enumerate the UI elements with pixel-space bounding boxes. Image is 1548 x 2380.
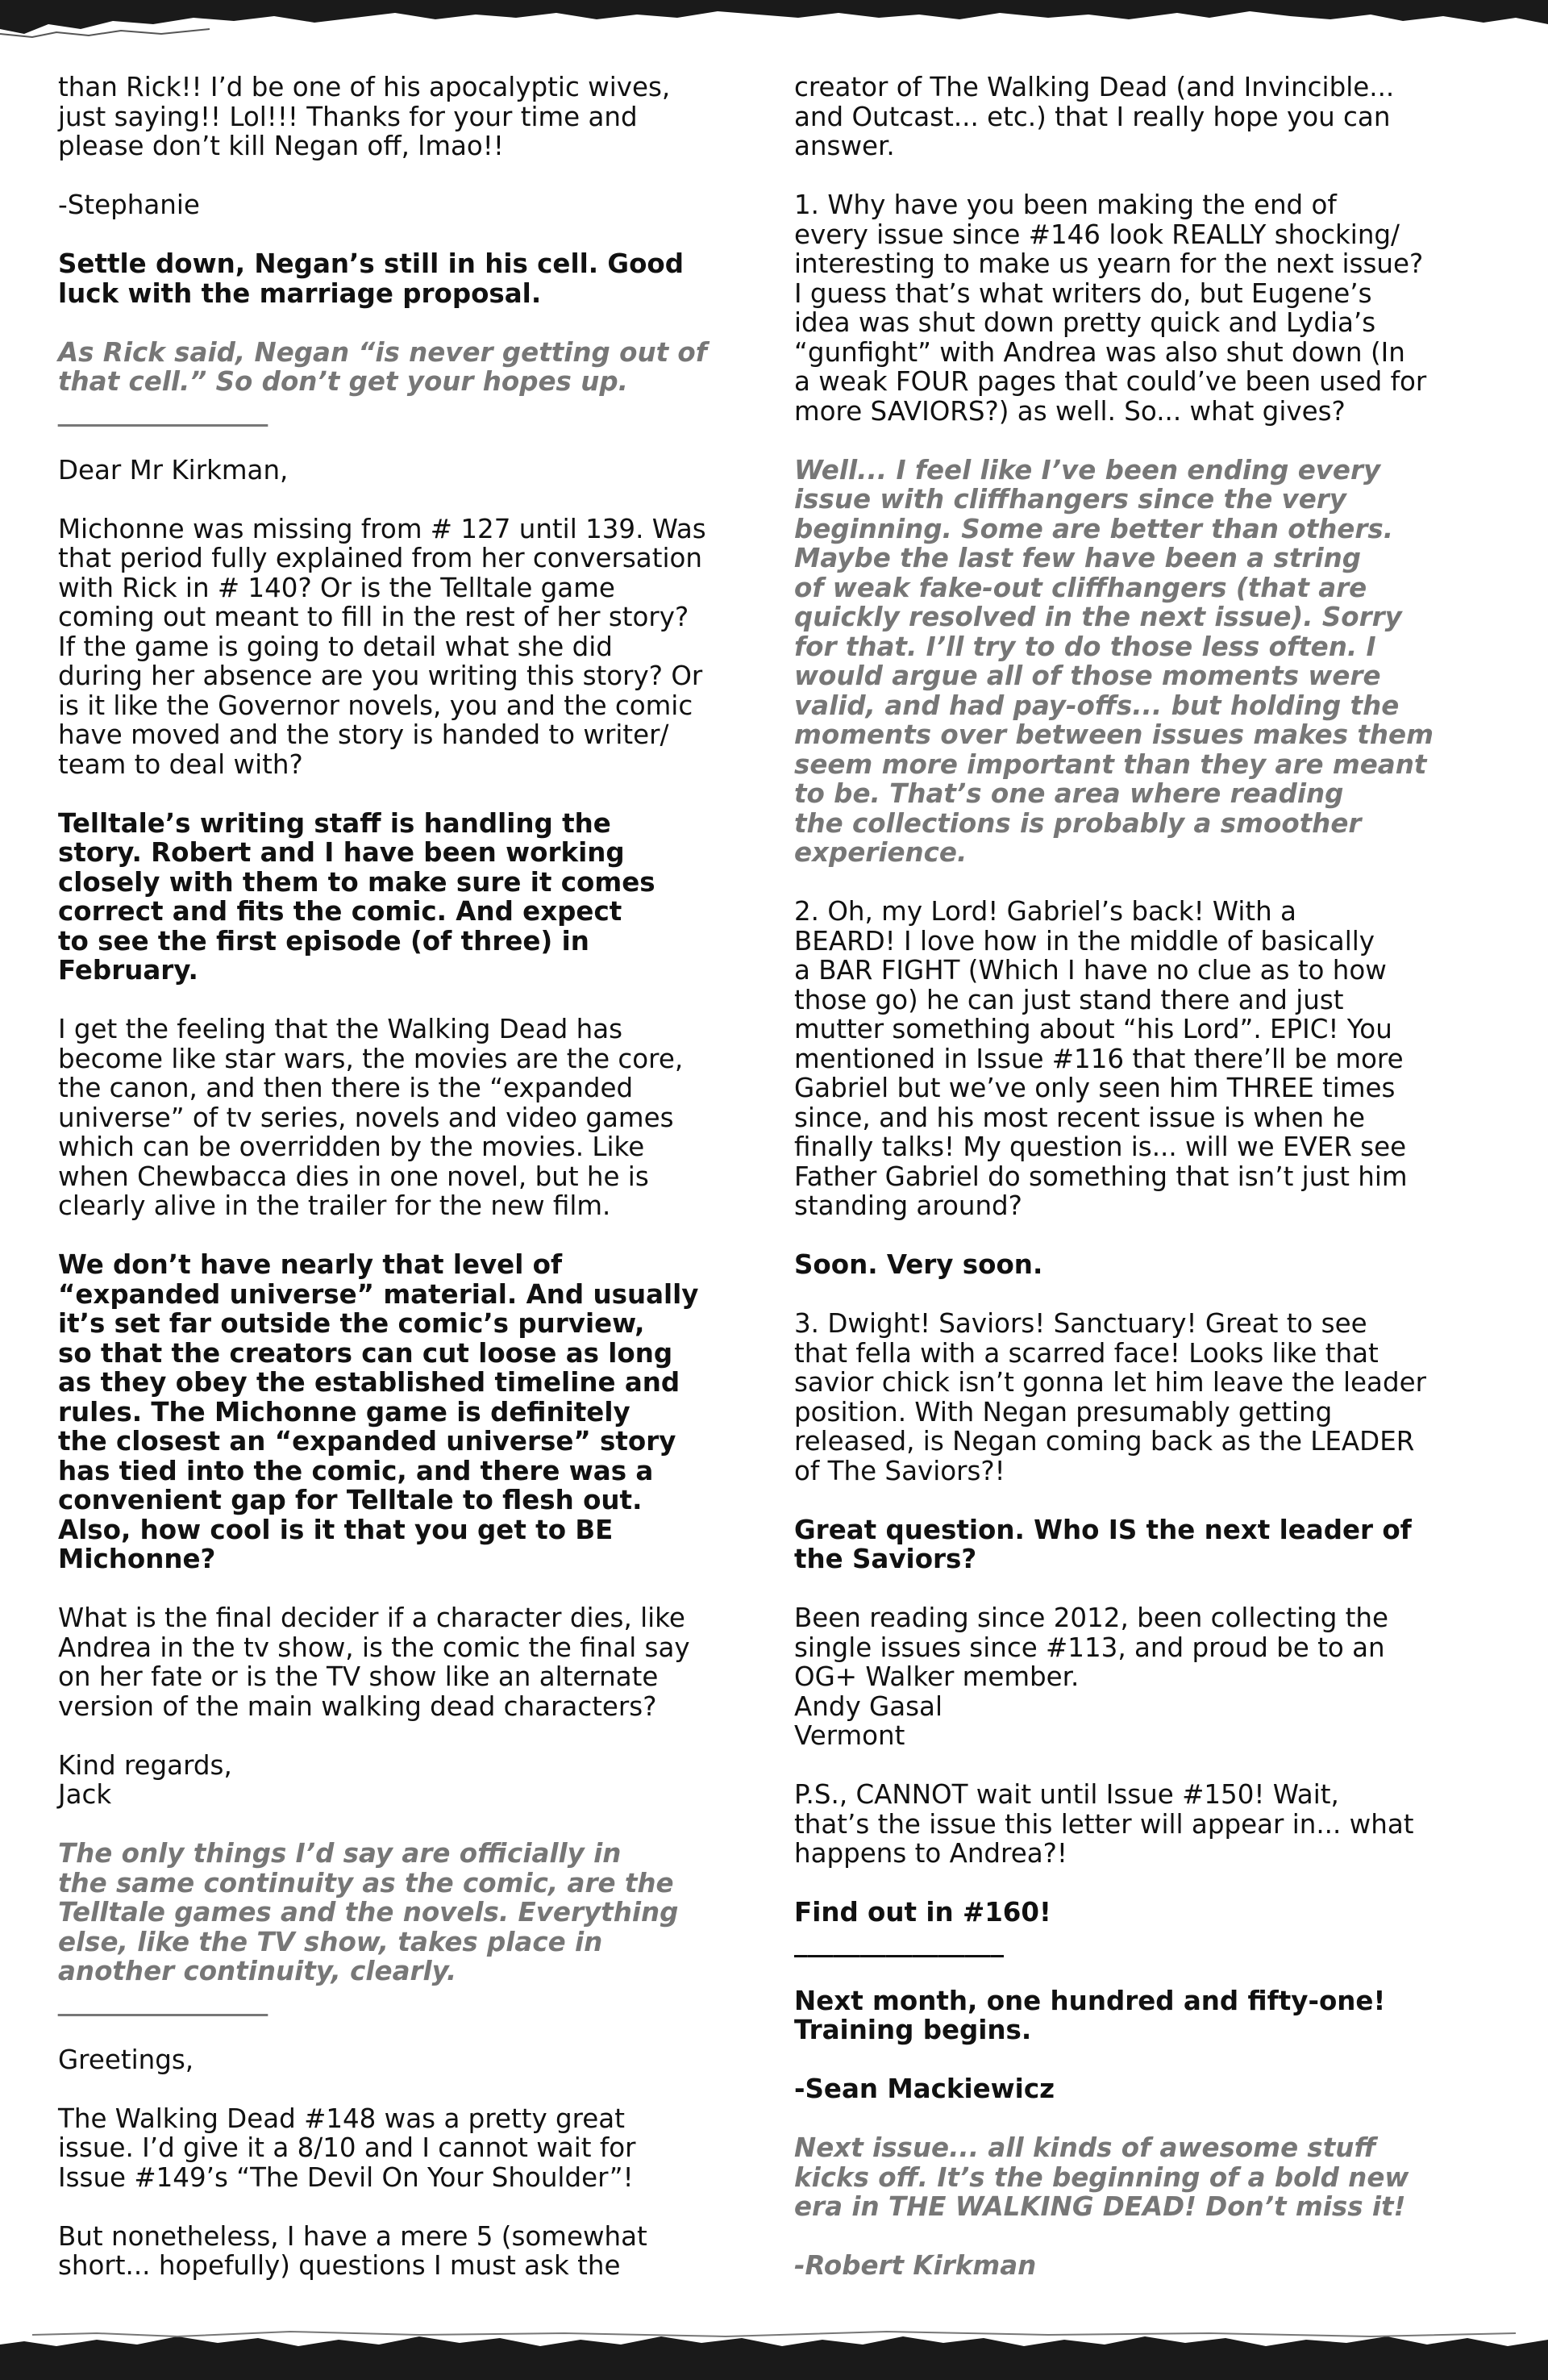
letter-paragraph: Michonne was missing from # 127 until 139. Was that period fully explained from her conversation with Rick in # 140? Or is the Telltale game coming out meant to fill in the rest of her story? If the game is going to detail what she did during her absence are you writing this story? Or is it like the Governor novels, you and the comic have moved and the story is handed to writer/ team to deal with?: [58, 513, 706, 780]
letter-paragraph: 3. Dwight! Saviors! Sanctuary! Great to see that fella with a scarred face! Looks like that savior chick isn’t gonna let him leave the leader position. With Negan presumably getting released, is Negan coming back as the LEADER of The Saviors?!: [794, 1308, 1426, 1486]
letter-paragraph: Dear Mr Kirkman,: [58, 454, 289, 486]
letter-paragraph: What is the final decider if a character dies, like Andrea in the tv show, is the comic the final say on her fate or is the TV show like an alternate version of the main walking dead characters?: [58, 1603, 690, 1722]
letter-paragraph: But nonetheless, I have a mere 5 (somewhat short... hopefully) questions I must ask the: [58, 2220, 647, 2281]
letter-paragraph: 1. Why have you been making the end of every issue since #146 look REALLY shocking/ interesting to make us yearn for the next issue? I guess that’s what writers do, but Eugene’s idea was shut down pretty quick and Lydia’s “gunfight” with Andrea was also shut down (In a weak FOUR pages that could’ve been used for more SAVIORS?) as well. So... what gives?: [794, 190, 1427, 427]
editor-reply-paragraph: Settle down, Negan’s still in his cell. Good luck with the marriage proposal.: [58, 248, 685, 309]
editor-reply-paragraph: Great question. Who IS the next leader of the Saviors?: [794, 1514, 1412, 1574]
letter-paragraph: P.S., CANNOT wait until Issue #150! Wait, that’s the issue this letter will appear in... what happens to Andrea?!: [794, 1779, 1414, 1869]
letter-paragraph: 2. Oh, my Lord! Gabriel’s back! With a BEARD! I love how in the middle of basically a BAR FIGHT (Which I have no clue as to how those go) he can just stand there and just mutter something about “his Lord”. EPIC! You mentioned in Issue #116 that there’ll be more Gabriel but we’ve only seen him THREE times since, and his most recent issue is when he finally talks! My question is... will we EVER see Father Gabriel do something that isn’t just him standing around?: [794, 896, 1408, 1221]
kirkman-reply-paragraph: The only things I’d say are officially in the same continuity as the comic, are the Telltale games and the novels. Everything else, like the TV show, takes place in another continuity, clearly. ________________: [58, 1838, 679, 2016]
letter-paragraph: -Stephanie: [58, 190, 200, 220]
editor-reply-paragraph: We don’t have nearly that level of “expanded universe” material. And usually it’s set far outside the comic’s purview, so that the creators can cut loose as long as they obey the established timeline and rules. The Michonne game is definitely the closest an “expanded universe” story has tied into the comic, and there was a convenient gap for Telltale to flesh out. Also, how cool is it that you get to BE Michonne?: [58, 1249, 699, 1574]
editor-reply-paragraph: Soon. Very soon.: [794, 1249, 1043, 1280]
letter-paragraph: Greetings,: [58, 2044, 194, 2075]
kirkman-reply-paragraph: As Rick said, Negan “is never getting out of that cell.” So don’t get your hopes up. ________________: [58, 336, 707, 427]
editor-reply-paragraph: -Sean Mackiewicz: [794, 2074, 1055, 2104]
letter-paragraph: Been reading since 2012, been collecting the single issues since #113, and proud be to an OG+ Walker member. Andy Gasal Vermont: [794, 1603, 1389, 1751]
torn-bottom-border: [0, 2324, 1548, 2380]
letter-paragraph: than Rick!! I’d be one of his apocalyptic wives, just saying!! Lol!!! Thanks for your time and please don’t kill Negan off, lmao!!: [58, 72, 671, 161]
letter-paragraph: The Walking Dead #148 was a pretty great issue. I’d give it a 8/10 and I cannot wait for Issue #149’s “The Devil On Your Shoulder”!: [58, 2103, 636, 2193]
editor-reply-paragraph: Find out in #160! ________________: [794, 1897, 1051, 1957]
kirkman-reply-paragraph: -Robert Kirkman: [794, 2250, 1037, 2281]
letters-left-column: [58, 73, 759, 2310]
kirkman-reply-paragraph: Well... I feel like I’ve been ending every issue with cliffhangers since the very beginning. Some are better than others. Maybe the last few have been a string of weak fake-out cliffhangers (that are quickly resolved in the next issue). Sorry for that. I’ll try to do those less often. I would argue all of those moments were valid, and had pay-offs... but holding the moments over between issues makes them seem more important than they are meant to be. That’s one area where reading the collections is probably a smoother experience.: [794, 454, 1434, 868]
editor-reply-paragraph: Telltale’s writing staff is handling the story. Robert and I have been working closely with them to make sure it comes correct and fits the comic. And expect to see the first episode (of three) in February.: [58, 807, 655, 986]
torn-top-border: [0, 0, 1548, 45]
letter-paragraph: creator of The Walking Dead (and Invincible... and Outcast... etc.) that I really hope you can answer.: [794, 72, 1395, 161]
letter-paragraph: Kind regards, Jack: [58, 1749, 232, 1810]
letters-right-column: [794, 73, 1496, 2310]
kirkman-reply-paragraph: Next issue... all kinds of awesome stuff kicks off. It’s the beginning of a bold new era in THE WALKING DEAD! Don’t miss it!: [794, 2132, 1409, 2222]
editor-reply-paragraph: Next month, one hundred and fifty-one! Training begins.: [794, 1985, 1386, 2045]
letter-paragraph: I get the feeling that the Walking Dead has become like star wars, the movies are the core, the canon, and then there is the “expanded universe” of tv series, novels and video games which can be overridden by the movies. Like when Chewbacca dies in one novel, but he is clearly alive in the trailer for the new film.: [58, 1014, 684, 1221]
